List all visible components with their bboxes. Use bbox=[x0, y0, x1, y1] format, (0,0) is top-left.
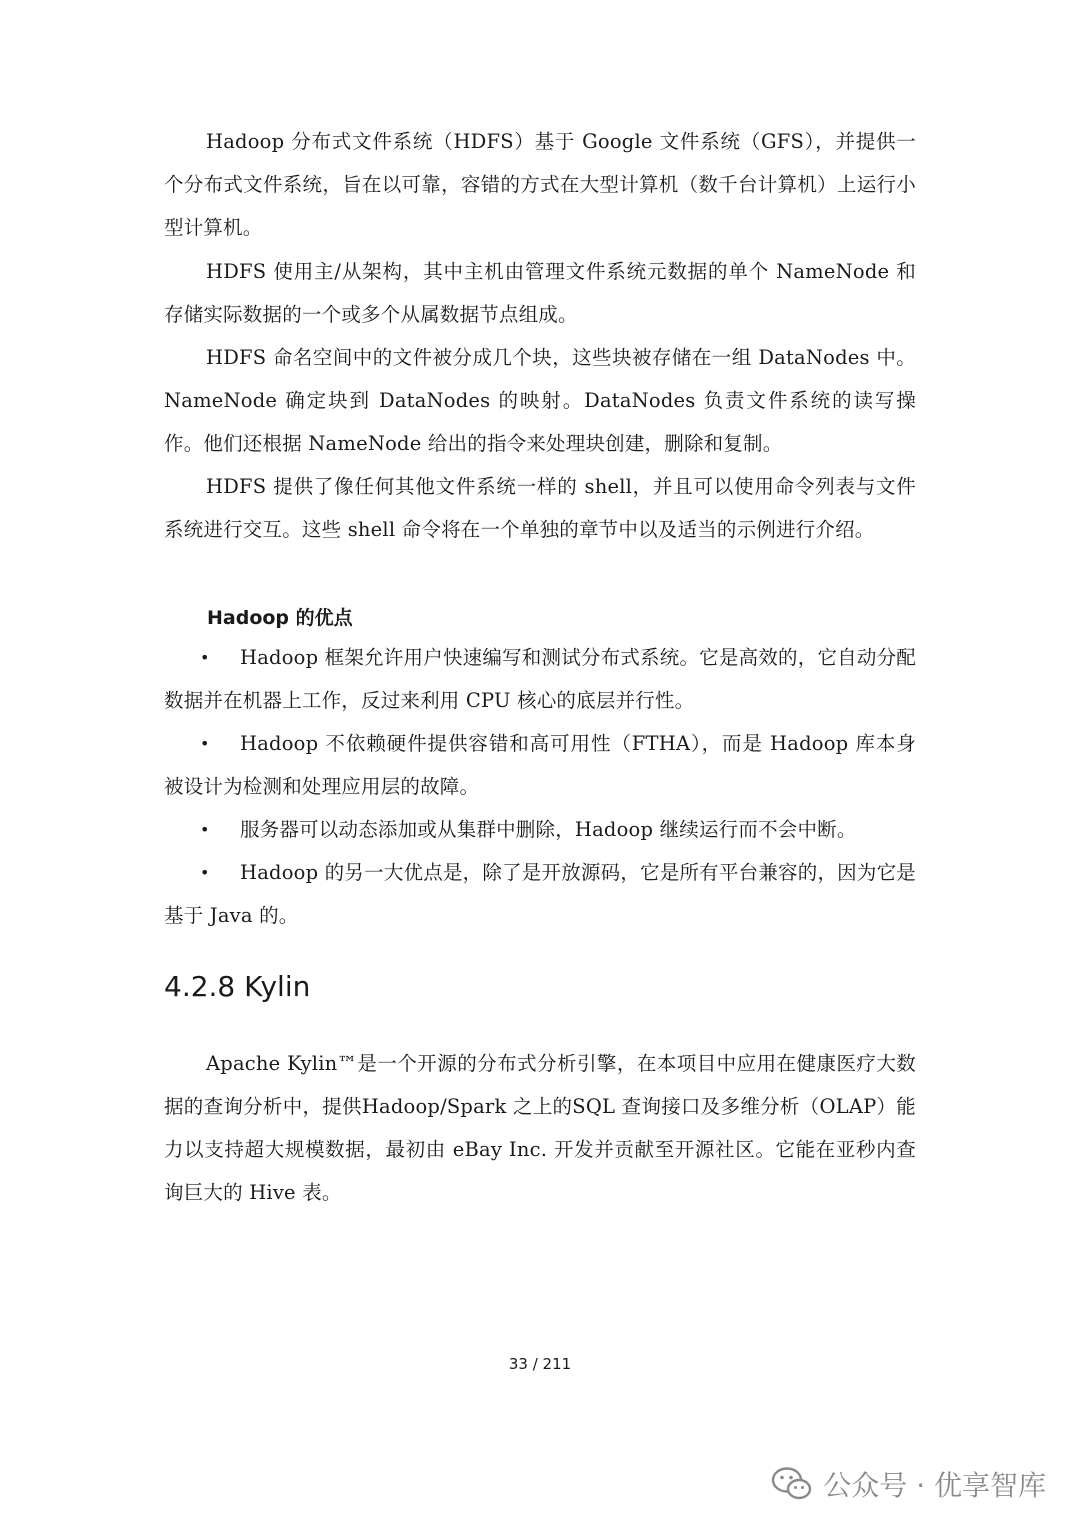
section-title: 4.2.8 Kylin bbox=[164, 970, 311, 1003]
bullet-dot: • bbox=[200, 734, 210, 753]
paragraph-hdfs-shell: HDFS 提供了像任何其他文件系统一样的 shell，并且可以使用命令列表与文件系统进行交互。这些 shell 命令将在一个单独的章节中以及适当的示例进行介绍。 bbox=[164, 475, 916, 541]
bullet-dot: • bbox=[200, 648, 210, 667]
list-item-text: Hadoop 不依赖硬件提供容错和高可用性（FTHA），而是 Hadoop 库本身被设计为检测和处理应用层的故障。 bbox=[164, 732, 916, 798]
paragraph-hdfs-intro: Hadoop 分布式文件系统（HDFS）基于 Google 文件系统（GFS），并提供一个分布式文件系统，旨在以可靠，容错的方式在大型计算机（数千台计算机）上运行小型计算机。 bbox=[164, 130, 916, 239]
paragraph-hdfs-namespace: HDFS 命名空间中的文件被分成几个块，这些块被存储在一组 DataNodes 中。NameNode 确定块到 DataNodes 的映射。DataNodes 负责文件系统的读写操作。他们还根据 NameNode 给出的指令来处理块创建，删除和复制。 bbox=[164, 346, 916, 455]
watermark bbox=[771, 1460, 1046, 1508]
list-item bbox=[164, 722, 916, 808]
list-item-text: 服务器可以动态添加或从集群中删除，Hadoop 继续运行而不会中断。 bbox=[240, 818, 857, 841]
bullet-dot: • bbox=[200, 863, 210, 882]
watermark-text: 公众号 · 优享智库 bbox=[823, 1469, 1046, 1502]
list-item bbox=[164, 636, 916, 722]
list-item-text: Hadoop 框架允许用户快速编写和测试分布式系统。它是高效的，它自动分配数据并在机器上工作，反过来利用 CPU 核心的底层并行性。 bbox=[164, 646, 916, 712]
advantages-heading: Hadoop 的优点 bbox=[207, 607, 353, 629]
bullet-dot: • bbox=[200, 820, 210, 839]
wechat-icon bbox=[771, 1466, 813, 1502]
paragraph-kylin: Apache Kylin™是一个开源的分布式分析引擎，在本项目中应用在健康医疗大数据的查询分析中，提供Hadoop/Spark 之上的SQL 查询接口及多维分析（OLAP）能力以支持超大规模数据，最初由 eBay Inc. 开发并贡献至开源社区。它能在亚秒内查询巨大的 Hive 表。 bbox=[164, 1052, 916, 1204]
list-item bbox=[164, 808, 916, 851]
paragraph-hdfs-architecture: HDFS 使用主/从架构，其中主机由管理文件系统元数据的单个 NameNode 和存储实际数据的一个或多个从属数据节点组成。 bbox=[164, 260, 916, 326]
list-item-text: Hadoop 的另一大优点是，除了是开放源码，它是所有平台兼容的，因为它是基于 Java 的。 bbox=[164, 861, 916, 927]
page-number: 33 / 211 bbox=[508, 1355, 572, 1373]
list-item bbox=[164, 851, 916, 937]
advantages-list bbox=[164, 636, 916, 937]
